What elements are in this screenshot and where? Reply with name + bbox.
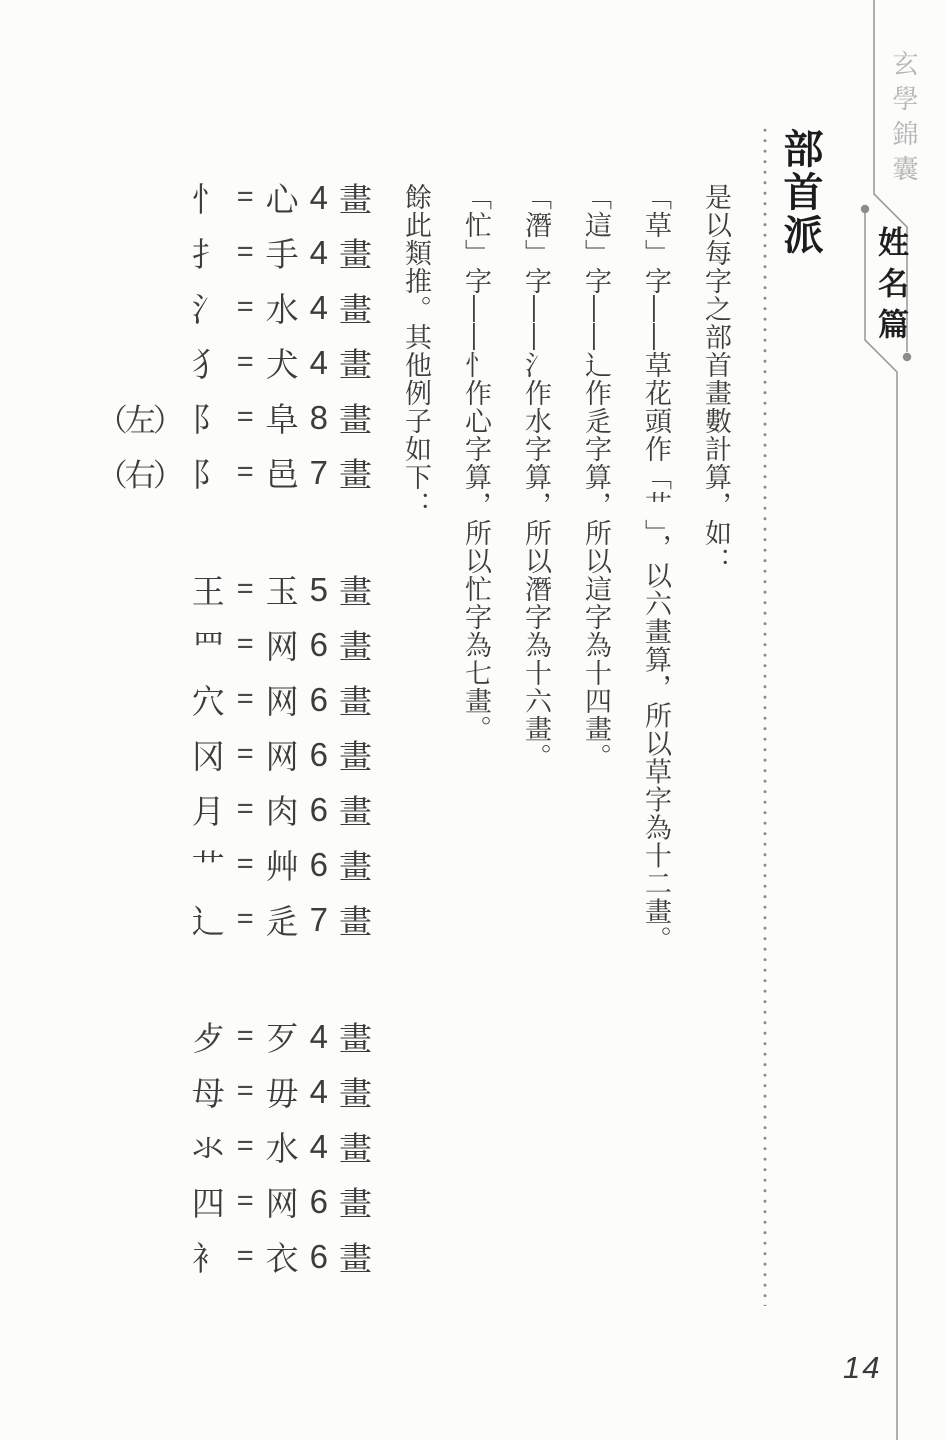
paragraph-column: 「忙」字——忄作心字算，所以忙字為七畫。: [461, 183, 491, 743]
equals-sign: =: [236, 848, 254, 880]
example-row: [140, 562, 372, 617]
base-character: 网: [265, 683, 299, 720]
radical: 阝: [191, 401, 225, 438]
equals-sign: =: [236, 628, 254, 660]
stroke-count: 4: [309, 178, 328, 216]
example-row: [96, 390, 372, 445]
stroke-count: 6: [309, 1182, 328, 1220]
radical: 冈: [191, 738, 225, 775]
example-row: [140, 1229, 372, 1284]
base-character: 衣: [265, 1240, 299, 1277]
example-row: [140, 170, 372, 225]
stroke-count: 4: [309, 288, 328, 326]
stroke-count: 7: [309, 453, 328, 491]
base-character: 艸: [265, 848, 299, 885]
base-character: 玉: [265, 573, 299, 610]
equals-sign: =: [236, 903, 254, 935]
equals-sign: =: [236, 573, 254, 605]
base-character: 歹: [265, 1020, 299, 1057]
radical: 氺: [191, 1130, 225, 1167]
base-character: 网: [265, 1185, 299, 1222]
radical: 穴: [191, 683, 225, 720]
equals-sign: =: [236, 401, 254, 433]
stroke-count: 6: [309, 845, 328, 883]
stroke-unit: 畫: [339, 236, 372, 273]
base-character: 网: [265, 738, 299, 775]
stroke-count: 4: [309, 1072, 328, 1110]
radical: 月: [191, 793, 225, 830]
stroke-unit: 畫: [339, 456, 372, 493]
example-row: [140, 727, 372, 782]
stroke-count: 8: [309, 398, 328, 436]
equals-sign: =: [236, 1075, 254, 1107]
equals-sign: =: [236, 181, 254, 213]
paragraph-column: 餘此類推。其他例子如下：: [401, 183, 431, 519]
paragraph-column: 「潛」字——氵作水字算，所以潛字為十六畫。: [521, 183, 551, 771]
stroke-unit: 畫: [339, 1020, 372, 1057]
stroke-unit: 畫: [339, 573, 372, 610]
dotted-rule: [763, 128, 767, 1306]
stroke-unit: 畫: [339, 291, 372, 328]
stroke-unit: 畫: [339, 401, 372, 438]
equals-sign: =: [236, 1130, 254, 1162]
radical: 母: [191, 1075, 225, 1112]
example-row: [140, 1174, 372, 1229]
equals-sign: =: [236, 683, 254, 715]
example-row: [140, 280, 372, 335]
radical: 犭: [191, 346, 225, 383]
equals-sign: =: [236, 236, 254, 268]
radical: 氵: [191, 291, 225, 328]
radical: 衤: [191, 1240, 225, 1277]
base-character: 心: [265, 181, 299, 218]
stroke-unit: 畫: [339, 628, 372, 665]
stroke-count: 5: [309, 570, 328, 608]
paragraph-column: 「這」字——辶作辵字算，所以這字為十四畫。: [581, 183, 611, 771]
example-row: [96, 445, 372, 500]
equals-sign: =: [236, 793, 254, 825]
stroke-unit: 畫: [339, 181, 372, 218]
stroke-count: 6: [309, 1237, 328, 1275]
stroke-unit: 畫: [339, 1130, 372, 1167]
stroke-count: 4: [309, 343, 328, 381]
equals-sign: =: [236, 1020, 254, 1052]
example-group: [96, 170, 372, 500]
stroke-unit: 畫: [339, 1075, 372, 1112]
stroke-count: 4: [309, 233, 328, 271]
example-row: [140, 837, 372, 892]
paragraph-column: 是以每字之部首畫數計算，如：: [701, 183, 731, 575]
stroke-count: 6: [309, 625, 328, 663]
radical: 歺: [191, 1020, 225, 1057]
radical: 阝: [191, 456, 225, 493]
equals-sign: =: [236, 738, 254, 770]
base-character: 邑: [265, 456, 299, 493]
radical: 辶: [191, 903, 225, 940]
equals-sign: =: [236, 291, 254, 323]
body-paragraphs: [386, 183, 746, 1033]
base-character: 水: [265, 291, 299, 328]
base-character: 阜: [265, 401, 299, 438]
example-row: [140, 617, 372, 672]
radical: 罒: [191, 628, 225, 665]
example-row: [140, 225, 372, 280]
paragraph-column: 「草」字——草花頭作「艹」，以六畫算，所以草字為十二畫。: [641, 183, 671, 954]
stroke-unit: 畫: [339, 346, 372, 383]
example-group: [140, 1009, 372, 1284]
base-character: 犬: [265, 346, 299, 383]
radical-examples-list: [96, 170, 372, 1284]
radical: 王: [191, 573, 225, 610]
side-label: （左）: [96, 403, 181, 438]
example-row: [140, 1119, 372, 1174]
base-character: 肉: [265, 793, 299, 830]
stroke-unit: 畫: [339, 738, 372, 775]
base-character: 手: [265, 236, 299, 273]
stroke-unit: 畫: [339, 903, 372, 940]
side-label: （右）: [96, 458, 181, 493]
base-character: 网: [265, 628, 299, 665]
stroke-count: 7: [309, 900, 328, 938]
page-number: 14: [843, 1350, 882, 1385]
radical: 扌: [191, 236, 225, 273]
example-row: [140, 892, 372, 947]
stroke-unit: 畫: [339, 848, 372, 885]
base-character: 辵: [265, 903, 299, 940]
section-title: 姓名篇: [873, 226, 908, 349]
base-character: 水: [265, 1130, 299, 1167]
stroke-count: 6: [309, 735, 328, 773]
stroke-count: 4: [309, 1127, 328, 1165]
stroke-count: 6: [309, 680, 328, 718]
series-title: 玄學錦囊: [889, 50, 919, 190]
example-row: [140, 1009, 372, 1064]
radical: 艹: [191, 848, 225, 885]
stroke-count: 4: [309, 1017, 328, 1055]
radical: 忄: [191, 181, 225, 218]
stroke-unit: 畫: [339, 683, 372, 720]
page-title: 部首派: [778, 128, 822, 257]
stroke-unit: 畫: [339, 1240, 372, 1277]
radical: 四: [191, 1185, 225, 1222]
stroke-unit: 畫: [339, 793, 372, 830]
equals-sign: =: [236, 1185, 254, 1217]
equals-sign: =: [236, 346, 254, 378]
example-row: [140, 1064, 372, 1119]
equals-sign: =: [236, 1240, 254, 1272]
example-row: [140, 672, 372, 727]
example-row: [140, 335, 372, 390]
example-group: [140, 562, 372, 947]
stroke-unit: 畫: [339, 1185, 372, 1222]
base-character: 毋: [265, 1075, 299, 1112]
equals-sign: =: [236, 456, 254, 488]
example-row: [140, 782, 372, 837]
stroke-count: 6: [309, 790, 328, 828]
